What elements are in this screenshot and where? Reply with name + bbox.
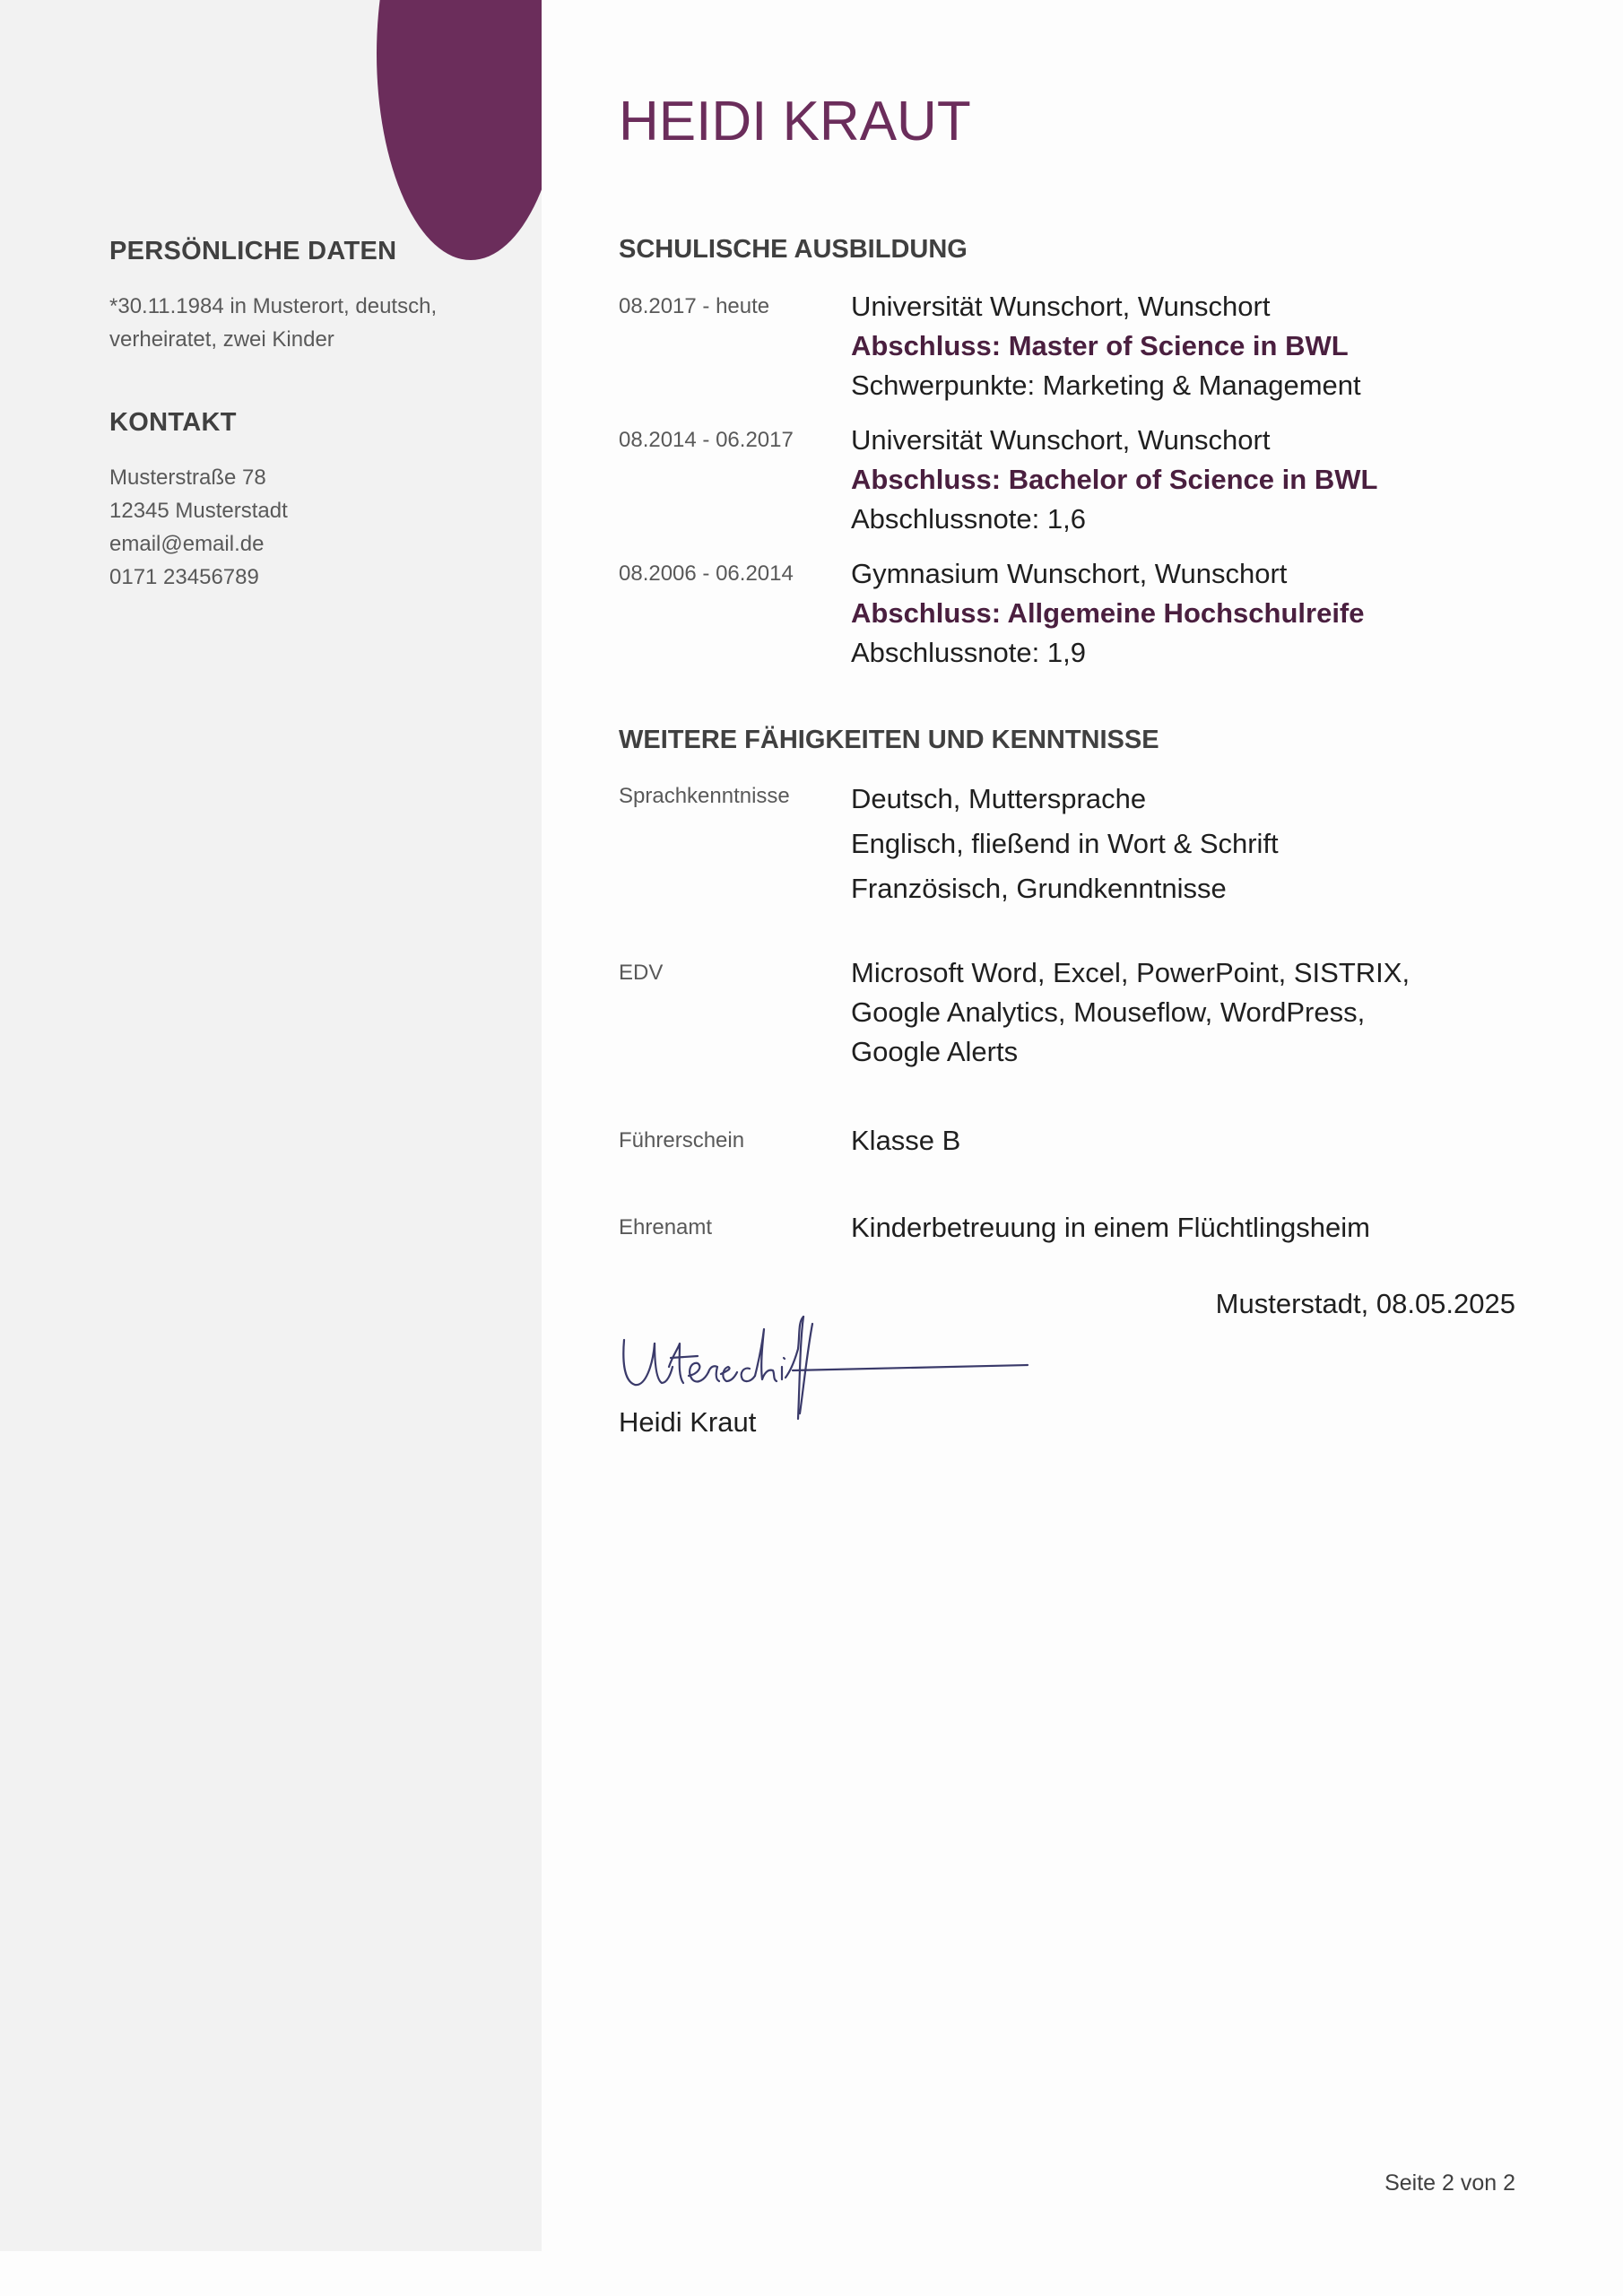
education-detail: Abschlussnote: 1,9 (851, 637, 1086, 668)
education-institution: Universität Wunschort, Wunschort (851, 424, 1271, 456)
education-detail: Schwerpunkte: Marketing & Management (851, 370, 1361, 401)
skills-details (851, 1208, 1370, 1248)
education-degree: Abschluss: Master of Science in BWL (851, 330, 1349, 361)
skills-label: Ehrenamt (619, 1215, 713, 1239)
contact-email: email@email.de (109, 532, 265, 556)
signer-name: Heidi Kraut (619, 1406, 757, 1438)
education-period: 08.2017 - heute (619, 294, 770, 318)
skills-line: Google Alerts (851, 1036, 1019, 1067)
skills-details (851, 953, 1410, 1072)
contact-address-city: 12345 Musterstadt (109, 499, 288, 523)
contact-section (109, 408, 504, 594)
skills-label: Führerschein (619, 1128, 745, 1152)
personal-data-line: verheiratet, zwei Kinder (109, 327, 334, 352)
education-institution: Gymnasium Wunschort, Wunschort (851, 558, 1288, 589)
skills-line: Französisch, Grundkenntnisse (851, 873, 1227, 904)
education-details (851, 421, 1377, 539)
education-heading: SCHULISCHE AUSBILDUNG (619, 235, 968, 264)
contact-address-street: Musterstraße 78 (109, 465, 266, 490)
contact-text (109, 461, 504, 594)
skills-line: Klasse B (851, 1125, 961, 1156)
skills-line: Deutsch, Muttersprache (851, 783, 1147, 814)
skills-details (851, 1121, 960, 1161)
personal-data-text (109, 290, 504, 356)
sidebar (0, 0, 542, 2251)
skills-line: Englisch, fließend in Wort & Schrift (851, 828, 1279, 859)
skills-label: Sprachkenntnisse (619, 784, 790, 808)
education-detail: Abschlussnote: 1,6 (851, 503, 1086, 535)
skills-line: Google Analytics, Mouseflow, WordPress, (851, 996, 1366, 1028)
education-period: 08.2006 - 06.2014 (619, 561, 794, 586)
personal-data-line: *30.11.1984 in Musterort, deutsch, (109, 294, 438, 318)
education-institution: Universität Wunschort, Wunschort (851, 291, 1271, 322)
personal-data-heading: PERSÖNLICHE DATEN (109, 237, 397, 265)
page-number: Seite 2 von 2 (1384, 2170, 1515, 2196)
skills-label: EDV (619, 961, 664, 985)
education-degree: Abschluss: Bachelor of Science in BWL (851, 464, 1378, 495)
education-details (851, 287, 1361, 405)
skills-line: Kinderbetreuung in einem Flüchtlingsheim (851, 1212, 1370, 1243)
education-degree: Abschluss: Allgemeine Hochschulreife (851, 597, 1365, 629)
education-details (851, 554, 1365, 673)
contact-phone: 0171 23456789 (109, 565, 259, 589)
place-date: Musterstadt, 08.05.2025 (1215, 1288, 1515, 1319)
person-name: HEIDI KRAUT (619, 91, 971, 152)
skills-details (851, 777, 1279, 911)
contact-heading: KONTAKT (109, 408, 237, 437)
skills-line: Microsoft Word, Excel, PowerPoint, SISTRIX, (851, 957, 1410, 988)
education-period: 08.2014 - 06.2017 (619, 428, 794, 452)
personal-data-section (109, 237, 504, 356)
skills-heading: WEITERE FÄHIGKEITEN UND KENNTNISSE (619, 726, 1159, 754)
